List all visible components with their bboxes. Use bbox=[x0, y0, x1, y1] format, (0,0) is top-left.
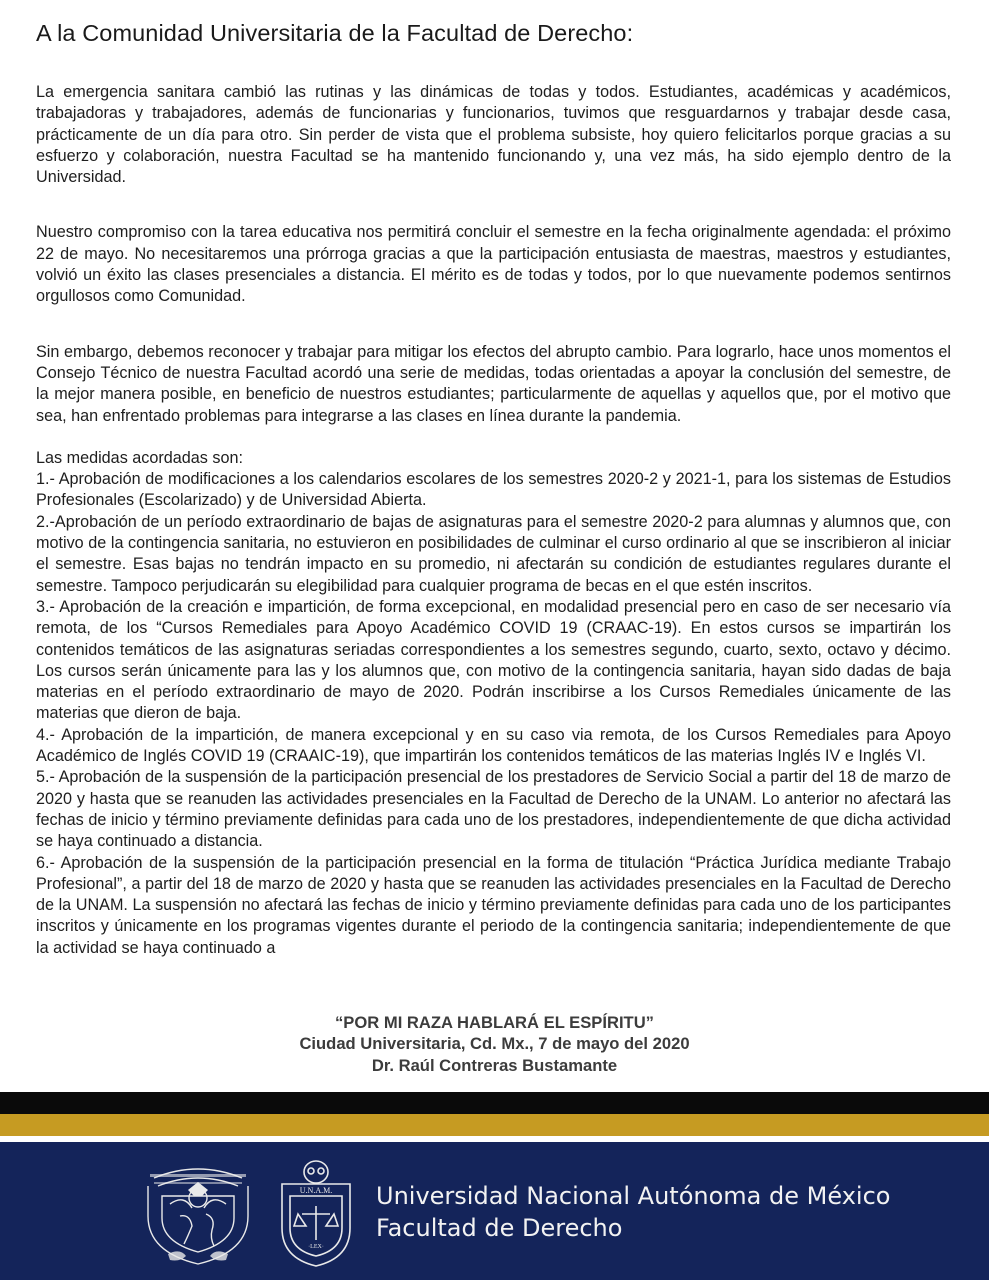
measure-item: 3.- Aprobación de la creación e impartición, de forma excepcional, en modalidad presencial pero en caso de ser necesario vía remota, de los “Cursos Remediales para Apoyo Académico COVID 19 (CRAAC-19). En estos cursos se impartirán los contenidos temáticos de las asignaturas seriadas correspondientes a los semestres segundo, cuarto, sexto, octavo y décimo. Los cursos serán únicamente para las y los alumnos que, con motivo de la contingencia sanitaria, hayan sido dadas de baja materias en el período extraordinario de mayo de 2020. Podrán inscribirse a los Cursos Remediales únicamente de las materias que dieron de baja. bbox=[36, 597, 951, 723]
motto: “POR MI RAZA HABLARÁ EL ESPÍRITU” bbox=[335, 1013, 654, 1032]
footer-text bbox=[376, 1180, 890, 1244]
footer-black-band bbox=[0, 1092, 989, 1114]
measure-item: 6.- Aprobación de la suspensión de la participación presencial en la forma de titulación “Práctica Jurídica mediante Trabajo Profesional”, a partir del 18 de marzo de 2020 y hasta que se reanuden las actividades presenciales en la Facultad de Derecho de la UNAM. La suspensión no afectará las fechas de inicio y término previamente definidas para cada uno de los participantes inscritos y únicamente en los programas vigentes durante el periodo de la contingencia sanitaria; independientemente de que la actividad se haya continuado a bbox=[36, 853, 951, 957]
measures-intro: Las medidas acordadas son: bbox=[36, 448, 243, 467]
footer-gold-band bbox=[0, 1114, 989, 1136]
measure-item: 5.- Aprobación de la suspensión de la participación presencial de los prestadores de Servicio Social a partir del 18 de marzo de 2020 y hasta que se reanuden las actividades presenciales en la Facultad de Derecho de la UNAM. Lo anterior no afectará las fechas de inicio y término previamente definidas para cada uno de los prestadores, independientemente de que dicha actividad se haya continuado a distancia. bbox=[36, 768, 951, 851]
unam-coat-of-arms-icon bbox=[140, 1156, 256, 1268]
measure-item: 4.- Aprobación de la impartición, de manera excepcional y en su caso via remota, de los Cursos Remediales para Apoyo Académico de Inglés COVID 19 (CRAAIC-19), que impartirán los contenidos temáticos de las materias Inglés IV e Inglés VI. bbox=[36, 725, 951, 766]
place-date: Ciudad Universitaria, Cd. Mx., 7 de mayo del 2020 bbox=[299, 1034, 690, 1054]
paragraph-2: Nuestro compromiso con la tarea educativa nos permitirá concluir el semestre en la fecha originalmente agendada: el próximo 22 de mayo. No necesitaremos una prórroga gracias a que la participación entusiasta de maestras, maestros y estudiantes, volvió un éxito las clases presenciales a distancia. El mérito es de todas y todos, por lo que nuevamente podemos sentirnos orgullosos como Comunidad. bbox=[36, 223, 951, 306]
measures-list bbox=[36, 448, 951, 959]
faculty-name: Facultad de Derecho bbox=[376, 1214, 623, 1242]
facultad-derecho-seal-icon bbox=[276, 1154, 356, 1270]
letter bbox=[36, 0, 951, 959]
letter-title: A la Comunidad Universitaria de la Facultad de Derecho: bbox=[36, 20, 634, 46]
measure-item: 1.- Aprobación de modificaciones a los calendarios escolares de los semestres 2020-2 y 2021-1, para los sistemas de Estudios Profesionales (Escolarizado) y de Universidad Abierta. bbox=[36, 470, 951, 510]
footer bbox=[0, 1142, 989, 1280]
paragraph-1: La emergencia sanitara cambió las rutinas y las dinámicas de todas y todos. Estudiantes, académicas y académicos, trabajadoras y trabajadores, además de funcionarias y funcionarios, tuvimos que resguardarnos y trabajar desde casa, prácticamente de un día para otro. Sin perder de vista que el problema subsiste, hoy quiero felicitarlos porque gracias a su esfuerzo y colaboración, nuestra Facultad se ha mantenido funcionando y, una vez más, ha sido ejemplo dentro de la Universidad. bbox=[36, 83, 951, 187]
signature: Dr. Raúl Contreras Bustamante bbox=[371, 1055, 618, 1075]
seal-text-lex: ·LEX· bbox=[308, 1244, 324, 1250]
seal-text-top: U.N.A.M. bbox=[299, 1186, 333, 1195]
paragraph-3: Sin embargo, debemos reconocer y trabajar para mitigar los efectos del abrupto cambio. Para lograrlo, hace unos momentos el Consejo Técnico de nuestra Facultad acordó una serie de medidas, todas orientadas a apoyar la conclusión del semestre, de la mejor manera posible, en beneficio de nuestros estudiantes; particularmente de aquellas y aquellos que, por el motivo que sea, han enfrentado problemas para integrarse a las clases en línea durante la pandemia. bbox=[36, 342, 951, 425]
measure-item: 2.-Aprobación de un período extraordinario de bajas de asignaturas para el semestre 2020-2 para alumnas y alumnos que, con motivo de la contingencia sanitaria, no estuvieron en posibilidades de culminar el curso ordinario al que se inscribieron al iniciar el semestre. Esas bajas no tendrán impacto en su promedio, ni afectarán su condición de estudiantes regulares durante el semestre. Tampoco perjudicarán su elegibilidad para cualquier programa de becas en el que estén inscritos. bbox=[36, 512, 951, 595]
university-name: Universidad Nacional Autónoma de México bbox=[376, 1182, 891, 1210]
closing-block bbox=[0, 1012, 989, 1076]
